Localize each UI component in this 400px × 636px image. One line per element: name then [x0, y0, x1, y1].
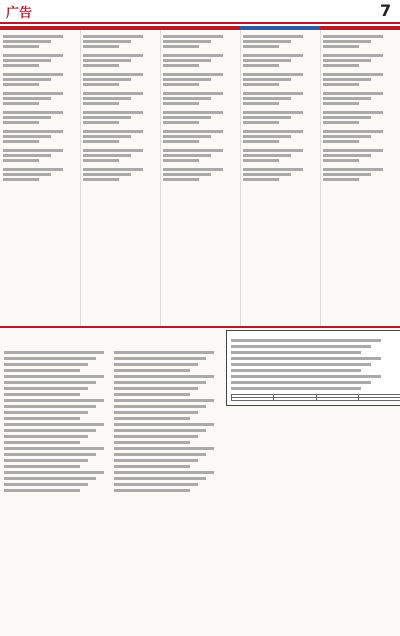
section-title: 广告	[6, 2, 32, 21]
classified-ad	[240, 146, 320, 165]
classified-column	[160, 26, 241, 326]
classified-ad	[240, 51, 320, 70]
classified-column-title	[0, 26, 80, 30]
notice-item	[4, 375, 112, 396]
classified-ad	[80, 108, 160, 127]
classified-ad	[320, 32, 400, 51]
notice-item	[4, 351, 112, 372]
table-cell	[274, 398, 316, 401]
classified-ad	[80, 70, 160, 89]
classified-ad	[240, 89, 320, 108]
classified-ad	[320, 146, 400, 165]
table-cell	[358, 398, 400, 401]
notice-item	[114, 423, 222, 444]
classified-ad	[160, 108, 240, 127]
classified-ad	[80, 32, 160, 51]
notices-middle-column	[114, 348, 222, 495]
classified-ad	[320, 108, 400, 127]
classified-ad	[0, 108, 80, 127]
classified-ad	[0, 51, 80, 70]
classified-ad	[160, 165, 240, 184]
classified-ad	[320, 127, 400, 146]
classified-ad	[80, 89, 160, 108]
classified-ad	[160, 127, 240, 146]
notice-item	[114, 471, 222, 492]
classified-column	[80, 26, 161, 326]
classified-column	[0, 26, 81, 326]
announcement-paragraph	[231, 357, 400, 372]
notice-item	[4, 423, 112, 444]
classified-ad	[80, 51, 160, 70]
classified-column	[320, 26, 400, 326]
table-cell	[316, 398, 358, 401]
classified-ad	[240, 108, 320, 127]
notice-item	[114, 351, 222, 372]
table-cell	[232, 398, 274, 401]
classified-ad	[0, 146, 80, 165]
classified-ad	[80, 146, 160, 165]
classified-ad	[240, 127, 320, 146]
classified-ad	[160, 89, 240, 108]
page-header	[0, 0, 400, 24]
classified-ad	[80, 127, 160, 146]
classified-ad	[240, 32, 320, 51]
classified-ad	[0, 32, 80, 51]
classified-ad	[320, 89, 400, 108]
classified-column-title	[320, 26, 400, 30]
announcement-paragraph	[231, 375, 400, 390]
classified-ad	[0, 89, 80, 108]
notice-item	[114, 375, 222, 396]
classified-ad	[0, 127, 80, 146]
classified-column-title	[160, 26, 240, 30]
classifieds-section	[0, 26, 400, 326]
notice-item	[114, 399, 222, 420]
classified-ad	[240, 165, 320, 184]
classified-column-title	[240, 26, 320, 30]
announcement-table	[231, 394, 400, 401]
classified-ad	[240, 70, 320, 89]
classified-ad	[80, 165, 160, 184]
classified-ad	[160, 146, 240, 165]
classified-ad	[320, 165, 400, 184]
notice-item	[114, 447, 222, 468]
notices-left-column	[4, 348, 112, 495]
public-announcement	[226, 330, 400, 406]
notice-item	[4, 471, 112, 492]
classified-column-title	[80, 26, 160, 30]
classified-ad	[160, 32, 240, 51]
classified-ad	[320, 51, 400, 70]
notice-item	[4, 447, 112, 468]
classified-column	[240, 26, 321, 326]
table-row	[232, 398, 400, 401]
classified-ad	[0, 70, 80, 89]
announcement-paragraph	[231, 339, 400, 354]
classified-ad	[160, 70, 240, 89]
classified-ad	[320, 70, 400, 89]
announcement-body	[231, 339, 400, 390]
notice-item	[4, 399, 112, 420]
classified-ad	[0, 165, 80, 184]
page-number: 7	[380, 1, 391, 20]
classified-ad	[160, 51, 240, 70]
